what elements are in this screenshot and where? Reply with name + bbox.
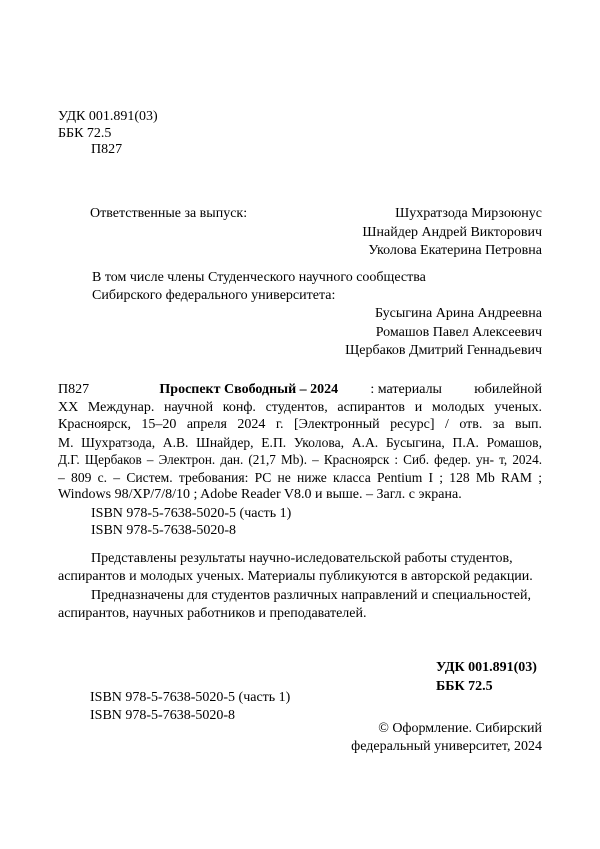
society-names <box>345 306 542 360</box>
bib-line: Красноярск, 15–20 апреля 2024 г. [Электронный ресурс] / отв. за вып. <box>58 417 542 432</box>
bib-line: Д.Г. Щербаков – Электрон. дан. (21,7 Mb). – Красноярск : Сиб. федер. ун- т, 2024. <box>58 452 542 467</box>
bib-line: XX Междунар. научной конф. студентов, аспирантов и молодых ученых. <box>58 399 542 415</box>
annotation <box>58 551 542 622</box>
society-intro-line1: В том числе члены Студенческого научного сообщества <box>92 270 426 285</box>
isbn-number: ISBN 978-5-7638-5020-8 <box>91 523 237 538</box>
bib-title: Проспект Свободный – 2024 <box>159 382 339 397</box>
footer-classification <box>436 660 537 695</box>
society-intro-line2: Сибирского федерального университета: <box>92 288 336 303</box>
member-name: Ромашов Павел Алексеевич <box>375 324 542 340</box>
bib-line: – 809 с. – Систем. требования: PC не ниже класса Pentium I ; 128 Mb RAM ; <box>58 469 542 485</box>
annotation-p1-line1: Представлены результаты научно-иследовательской работы студентов, <box>91 551 513 566</box>
bib-body <box>58 400 542 504</box>
annotation-p1-line2: аспирантов и молодых ученых. Материалы публикуются в авторской редакции. <box>58 568 533 584</box>
isbn-number: ISBN 978-5-7638-5020-8 <box>90 707 236 723</box>
classification-block <box>58 109 158 159</box>
bib-first-line <box>58 382 542 399</box>
bib-line: Windows 98/XP/7/8/10 ; Adobe Reader V8.0 и выше. – Загл. с экрана. <box>58 487 462 502</box>
footer-udk: УДК 001.891(03) <box>436 660 537 675</box>
bib-word: : материалы <box>370 382 442 397</box>
copyright-line2: федеральный университет, 2024 <box>351 738 542 754</box>
bib-word: юбилейной <box>474 382 542 397</box>
editor-name: Шухратзода Мирзоюнус <box>395 206 542 221</box>
footer-isbn-list <box>90 690 290 724</box>
bbk-code: ББК 72.5 <box>58 125 112 141</box>
editors-label: Ответственные за выпуск: <box>90 206 248 221</box>
editor-name: Шнайдер Андрей Викторович <box>362 224 542 240</box>
member-name: Щербаков Дмитрий Геннадьевич <box>345 343 542 358</box>
member-name: Бусыгина Арина Андреевна <box>374 306 542 321</box>
copyright-line1: © Оформление. Сибирский <box>378 721 542 736</box>
author-mark: П827 <box>91 142 123 157</box>
isbn-number: ISBN 978-5-7638-5020-5 (часть 1) <box>91 505 292 521</box>
bib-line: М. Шухратзода, А.В. Шнайдер, Е.П. Уколова, А.А. Бусыгина, П.А. Ромашов, <box>58 434 542 450</box>
editor-name: Уколова Екатерина Петровна <box>368 243 542 258</box>
annotation-p2-line2: аспирантов, научных работников и преподавателей. <box>58 605 367 621</box>
footer-bbk: ББК 72.5 <box>436 678 493 694</box>
bib-isbn-list <box>58 506 542 540</box>
isbn-number: ISBN 978-5-7638-5020-5 (часть 1) <box>90 690 291 705</box>
annotation-p2-line1: Предназначены для студентов различных направлений и специальностей, <box>91 588 531 603</box>
editors-names <box>362 206 542 260</box>
bib-mark: П827 <box>58 382 90 397</box>
udk-code: УДК 001.891(03) <box>58 109 158 124</box>
copyright <box>351 721 542 755</box>
bibliographic-record <box>58 382 542 540</box>
